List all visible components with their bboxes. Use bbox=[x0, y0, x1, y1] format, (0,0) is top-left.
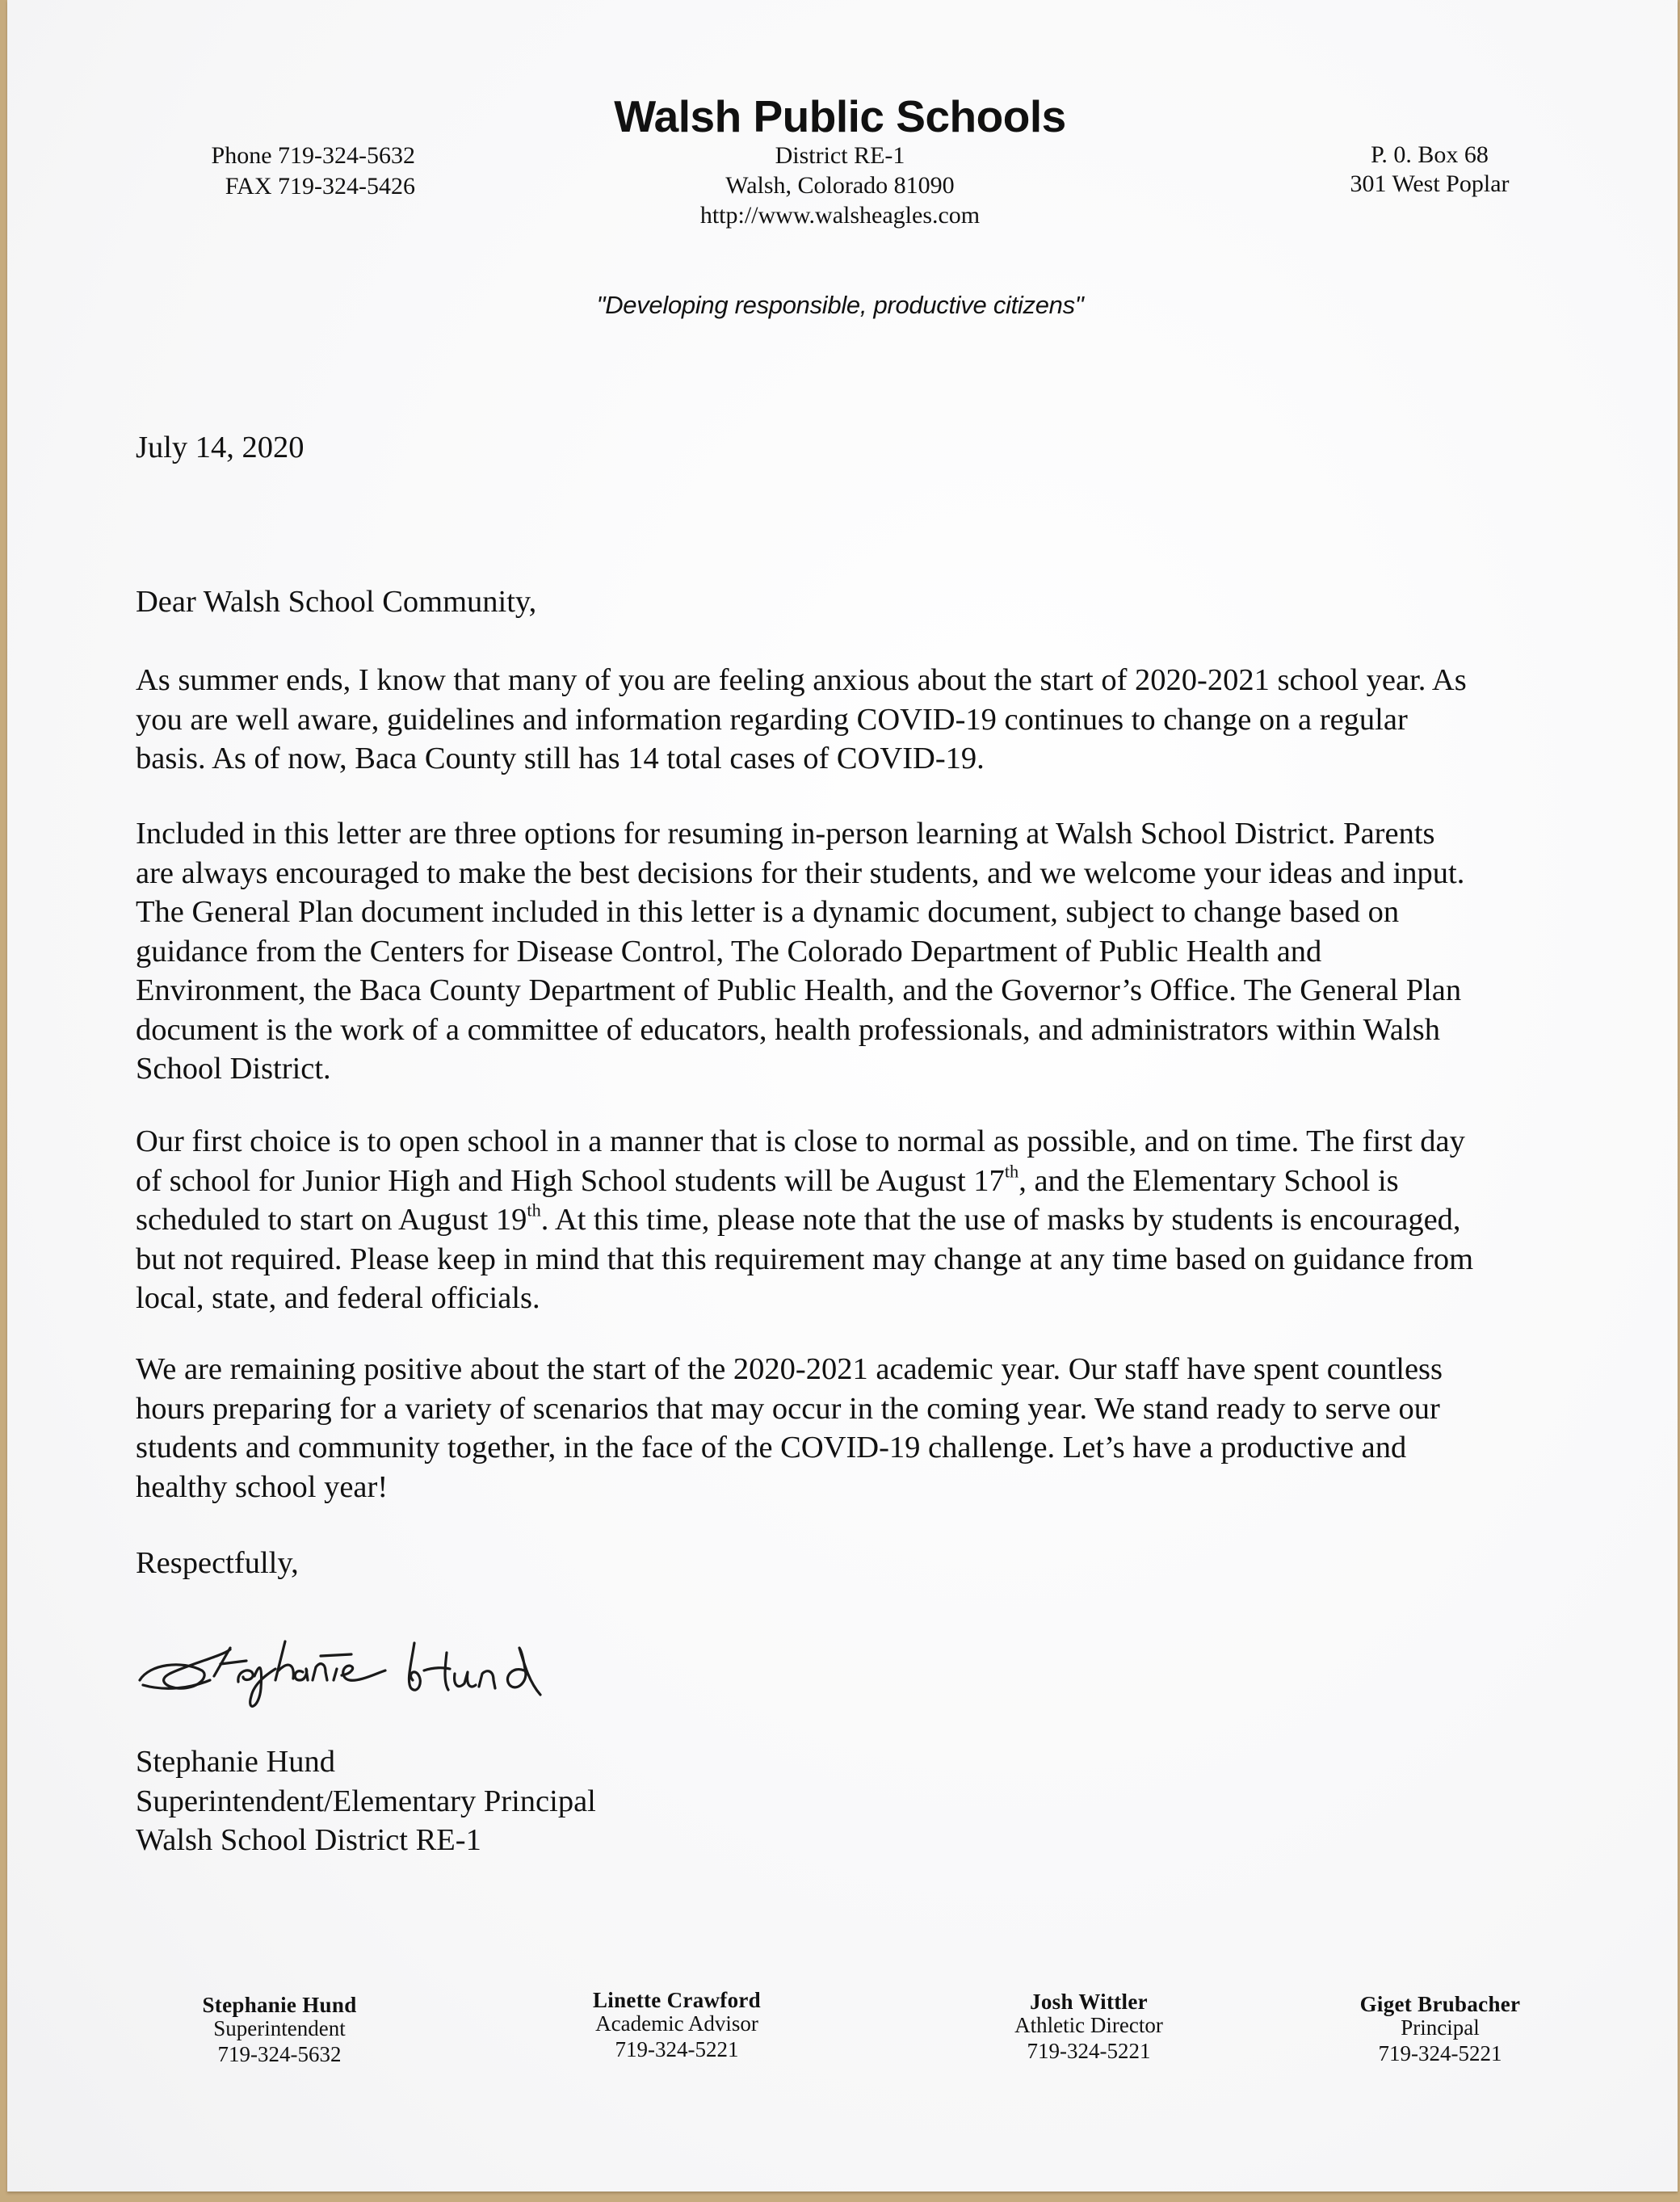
website-link[interactable]: http://www.walsheagles.com bbox=[699, 202, 981, 229]
contact-phone: 719-324-5221 bbox=[615, 2037, 739, 2061]
paragraph-line: document is the work of a committee of educators, health professionals, and administrators within Walsh bbox=[136, 1012, 1440, 1047]
handwritten-signature bbox=[133, 1632, 569, 1721]
contact-phone: 719-324-5632 bbox=[217, 2042, 342, 2066]
contact-name: Stephanie Hund bbox=[202, 1993, 357, 2017]
paragraph-line: The General Plan document included in this letter is a dynamic document, subject to change based on bbox=[136, 895, 1400, 929]
paragraph-line: Environment, the Baca County Department of Public Health, and the Governor’s Office. The General Plan bbox=[136, 973, 1462, 1007]
closing: Respectfully, bbox=[136, 1546, 299, 1580]
letter-page bbox=[7, 0, 1678, 2191]
paragraph-line: healthy school year! bbox=[136, 1469, 388, 1504]
salutation: Dear Walsh School Community, bbox=[136, 585, 537, 619]
paragraph-line: local, state, and federal officials. bbox=[136, 1281, 540, 1315]
paragraph-line: but not required. Please keep in mind that this requirement may change at any time based on guidance from bbox=[136, 1242, 1474, 1276]
paragraph-line: students and community together, in the face of the COVID-19 challenge. Let’s have a productive and bbox=[136, 1431, 1407, 1464]
paragraph-line: basis. As of now, Baca County still has 14 total cases of COVID-19. bbox=[136, 742, 985, 775]
paragraph-line: are always encouraged to make the best decisions for their students, and we welcome your ideas and input. bbox=[136, 855, 1465, 890]
fax-number: FAX 719-324-5426 bbox=[225, 173, 415, 200]
contact-name: Linette Crawford bbox=[593, 1988, 761, 2012]
line-text: of school for Junior High and High School students will be August 17 bbox=[136, 1163, 1005, 1198]
paragraph-3 bbox=[136, 1122, 1473, 1318]
paragraph-line: School District. bbox=[136, 1052, 331, 1086]
footer-contact bbox=[1319, 1993, 1561, 2065]
contact-role: Superintendent bbox=[213, 2016, 346, 2040]
paragraph-1 bbox=[136, 661, 1467, 779]
ordinal-suffix: th bbox=[527, 1200, 541, 1221]
paragraph-line: hours preparing for a variety of scenarios that may occur in the coming year. We stand ready to serve our bbox=[136, 1391, 1440, 1426]
mailing-address-block bbox=[1341, 141, 1518, 199]
contact-phone: 719-324-5221 bbox=[1027, 2039, 1151, 2063]
street-address: 301 West Poplar bbox=[1350, 170, 1510, 197]
contact-phone: 719-324-5221 bbox=[1378, 2041, 1502, 2065]
paragraph-2 bbox=[136, 814, 1464, 1089]
contact-role: Academic Advisor bbox=[595, 2011, 758, 2036]
contact-role: Principal bbox=[1401, 2015, 1480, 2040]
paragraph-line bbox=[136, 1162, 1473, 1201]
line-text: . At this time, please note that the use of masks by students is encouraged, bbox=[540, 1203, 1461, 1237]
letter-date: July 14, 2020 bbox=[136, 431, 304, 464]
district-name: District RE-1 bbox=[775, 142, 905, 169]
signer-name: Stephanie Hund bbox=[136, 1745, 335, 1779]
paragraph-line: guidance from the Centers for Disease Control, The Colorado Department of Public Health and bbox=[136, 934, 1322, 969]
paragraph-line: We are remaining positive about the start of the 2020-2021 academic year. Our staff have spent countless bbox=[136, 1352, 1443, 1386]
paragraph-4 bbox=[136, 1350, 1443, 1507]
line-text: , and the Elementary School is bbox=[1018, 1163, 1399, 1198]
contact-name: Josh Wittler bbox=[1030, 1990, 1148, 2014]
ordinal-suffix: th bbox=[1004, 1160, 1019, 1181]
paragraph-line: Included in this letter are three options for resuming in-person learning at Walsh School District. Parents bbox=[136, 817, 1435, 851]
paragraph-line: As summer ends, I know that many of you are feeling anxious about the start of 2020-2021 school year. As bbox=[136, 663, 1467, 697]
paragraph-line: you are well aware, guidelines and information regarding COVID-19 continues to change on a regular bbox=[136, 702, 1408, 737]
footer-contact bbox=[968, 1990, 1210, 2063]
signer-title: Superintendent/Elementary Principal bbox=[136, 1784, 596, 1818]
school-name-title: Walsh Public Schools bbox=[614, 91, 1066, 141]
paragraph-line: Our first choice is to open school in a manner that is close to normal as possible, and on time. The first day bbox=[136, 1124, 1465, 1158]
school-motto: "Developing responsible, productive citizens" bbox=[596, 291, 1084, 319]
po-box: P. 0. Box 68 bbox=[1371, 141, 1489, 168]
signer-block bbox=[136, 1742, 596, 1860]
line-text: scheduled to start on August 19 bbox=[136, 1203, 527, 1237]
contact-role: Athletic Director bbox=[1014, 2013, 1163, 2037]
phone-fax-block bbox=[121, 141, 415, 202]
signer-organization: Walsh School District RE-1 bbox=[136, 1823, 481, 1857]
paragraph-line bbox=[136, 1200, 1473, 1240]
phone-number: Phone 719-324-5632 bbox=[211, 142, 415, 169]
footer-contact bbox=[158, 1994, 401, 2066]
city-state-zip: Walsh, Colorado 81090 bbox=[725, 172, 955, 199]
contact-name: Giget Brubacher bbox=[1359, 1992, 1521, 2016]
footer-contact bbox=[556, 1989, 798, 2061]
